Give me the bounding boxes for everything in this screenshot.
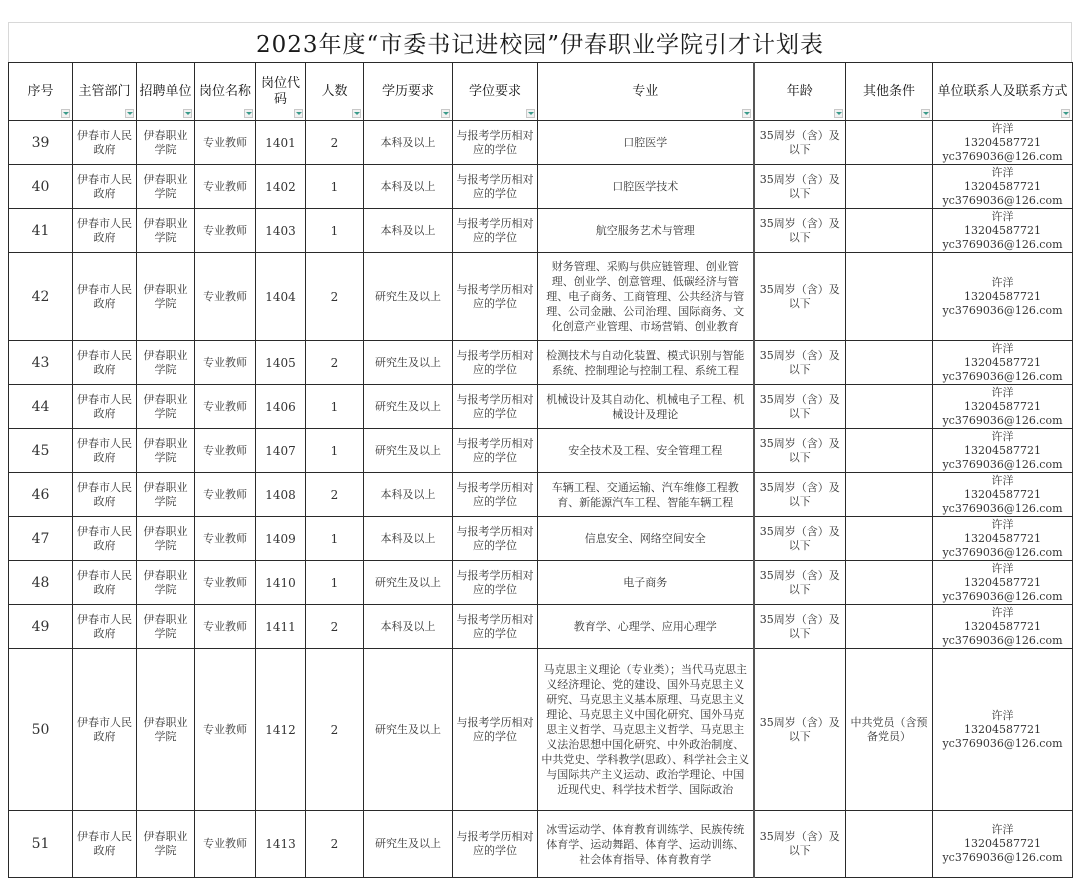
major-cell: 检测技术与自动化装置、模式识别与智能系统、控制理论与控制工程、系统工程 [538,341,754,385]
age-cell: 35周岁（含）及以下 [754,429,846,473]
dept-cell: 伊春市人民政府 [73,253,137,341]
dept-cell: 伊春市人民政府 [73,473,137,517]
major-cell: 马克思主义理论（专业类）；当代马克思主义经济理论、党的建设、国外马克思主义研究、马克思主义基本原理、马克思主义理论、马克思主义中国化研究、国外马克思主义哲学、马克思主义哲学、马克思主义法治思想中国化研究、中外政治制度、中共党史、学科教学(思政）、科学社会主义与国际共产主义运动、政治学理论、中国近现代史、科学技术哲学、国际政治 [538,649,754,811]
seq-cell: 42 [9,253,73,341]
column-header-edu [364,63,453,121]
column-header-label: 主管部门 [78,83,131,99]
code-cell: 1402 [256,165,306,209]
contact-email[interactable]: yc3769036@126.com [942,369,1063,383]
column-header-major [538,63,754,121]
unit-cell: 伊春职业学院 [137,209,195,253]
post-cell: 专业教师 [195,811,256,878]
contact-cell [933,649,1073,811]
code-cell: 1411 [256,605,306,649]
unit-cell: 伊春职业学院 [137,649,195,811]
unit-cell: 伊春职业学院 [137,385,195,429]
count-cell: 1 [306,209,364,253]
unit-cell: 伊春职业学院 [137,341,195,385]
table-row [9,341,1073,385]
degree-cell: 与报考学历相对应的学位 [453,561,538,605]
other-cell [846,209,933,253]
dept-cell: 伊春市人民政府 [73,561,137,605]
code-cell: 1409 [256,517,306,561]
other-cell [846,811,933,878]
post-cell: 专业教师 [195,385,256,429]
degree-cell: 与报考学历相对应的学位 [453,165,538,209]
table-row [9,385,1073,429]
edu-cell: 研究生及以上 [364,561,453,605]
contact-email[interactable]: yc3769036@126.com [942,193,1063,207]
contact-phone: 13204587721 [964,135,1041,149]
contact-cell [933,341,1073,385]
post-cell: 专业教师 [195,649,256,811]
filter-dropdown-icon[interactable] [61,109,70,118]
contact-email[interactable]: yc3769036@126.com [942,457,1063,471]
contact-phone: 13204587721 [964,179,1041,193]
major-cell: 机械设计及其自动化、机械电子工程、机械设计及理论 [538,385,754,429]
contact-email[interactable]: yc3769036@126.com [942,303,1063,317]
edu-cell: 研究生及以上 [364,253,453,341]
column-header-label: 岗位名称 [198,83,251,99]
edu-cell: 研究生及以上 [364,649,453,811]
column-header-count [306,63,364,121]
edu-cell: 研究生及以上 [364,429,453,473]
contact-cell [933,811,1073,878]
column-header-degree [453,63,538,121]
contact-name: 许洋 [991,708,1014,722]
contact-email[interactable]: yc3769036@126.com [942,149,1063,163]
post-cell: 专业教师 [195,517,256,561]
seq-cell: 45 [9,429,73,473]
edu-cell: 本科及以上 [364,165,453,209]
count-cell: 1 [306,385,364,429]
code-cell: 1410 [256,561,306,605]
count-cell: 2 [306,605,364,649]
table-row [9,165,1073,209]
code-cell: 1401 [256,121,306,165]
code-cell: 1405 [256,341,306,385]
seq-cell: 43 [9,341,73,385]
contact-cell [933,209,1073,253]
major-cell: 航空服务艺术与管理 [538,209,754,253]
post-cell: 专业教师 [195,165,256,209]
contact-name: 许洋 [991,275,1014,289]
seq-cell: 47 [9,517,73,561]
column-header-label: 学历要求 [381,83,434,99]
other-cell [846,429,933,473]
edu-cell: 本科及以上 [364,517,453,561]
major-cell: 信息安全、网络空间安全 [538,517,754,561]
column-header-label: 岗位代码 [260,75,300,107]
degree-cell: 与报考学历相对应的学位 [453,385,538,429]
table-row [9,649,1073,811]
contact-phone: 13204587721 [964,531,1041,545]
contact-phone: 13204587721 [964,289,1041,303]
column-header-code [256,63,306,121]
table-row [9,811,1073,878]
post-cell: 专业教师 [195,473,256,517]
column-header-label: 招聘单位 [139,83,192,99]
contact-phone: 13204587721 [964,837,1041,850]
unit-cell: 伊春职业学院 [137,605,195,649]
table-body [9,121,1073,878]
count-cell: 1 [306,517,364,561]
unit-cell: 伊春职业学院 [137,253,195,341]
degree-cell: 与报考学历相对应的学位 [453,811,538,878]
contact-phone: 13204587721 [964,443,1041,457]
post-cell: 专业教师 [195,209,256,253]
count-cell: 1 [306,561,364,605]
post-cell: 专业教师 [195,429,256,473]
table-row [9,253,1073,341]
code-cell: 1406 [256,385,306,429]
seq-cell: 46 [9,473,73,517]
degree-cell: 与报考学历相对应的学位 [453,605,538,649]
other-cell [846,165,933,209]
age-cell: 35周岁（含）及以下 [754,473,846,517]
edu-cell: 本科及以上 [364,209,453,253]
contact-email[interactable]: yc3769036@126.com [942,413,1063,427]
filter-dropdown-icon[interactable] [1061,109,1070,118]
column-header-age [754,63,846,121]
dept-cell: 伊春市人民政府 [73,209,137,253]
column-header-label: 人数 [321,83,348,99]
table-row [9,429,1073,473]
major-cell: 财务管理、采购与供应链管理、创业管理、创业学、创意管理、低碳经济与管理、电子商务、工商管理、公共经济与管理、公司金融、公司治理、国际商务、文化创意产业管理、市场营销、创业教育 [538,253,754,341]
contact-phone: 13204587721 [964,355,1041,369]
other-cell [846,517,933,561]
post-cell: 专业教师 [195,121,256,165]
contact-email[interactable]: yc3769036@126.com [942,237,1063,251]
contact-phone: 13204587721 [964,223,1041,237]
column-header-label: 年龄 [786,83,813,99]
code-cell: 1403 [256,209,306,253]
age-cell: 35周岁（含）及以下 [754,605,846,649]
column-header-label: 其他条件 [862,83,915,99]
unit-cell: 伊春职业学院 [137,811,195,878]
contact-phone: 13204587721 [964,399,1041,413]
dept-cell: 伊春市人民政府 [73,385,137,429]
other-cell [846,253,933,341]
other-cell [846,121,933,165]
column-header-label: 序号 [27,83,54,99]
edu-cell: 本科及以上 [364,473,453,517]
contact-email[interactable]: yc3769036@126.com [942,851,1063,864]
contact-phone: 13204587721 [964,722,1041,736]
age-cell: 35周岁（含）及以下 [754,385,846,429]
column-header-seq [9,63,73,121]
other-cell [846,385,933,429]
age-cell: 35周岁（含）及以下 [754,121,846,165]
contact-email[interactable]: yc3769036@126.com [942,501,1063,515]
contact-cell [933,605,1073,649]
seq-cell: 48 [9,561,73,605]
dept-cell: 伊春市人民政府 [73,429,137,473]
edu-cell: 研究生及以上 [364,385,453,429]
edu-cell: 本科及以上 [364,121,453,165]
contact-cell [933,385,1073,429]
filter-dropdown-icon[interactable] [526,109,535,118]
edu-cell: 本科及以上 [364,605,453,649]
contact-email[interactable]: yc3769036@126.com [942,633,1063,647]
degree-cell: 与报考学历相对应的学位 [453,517,538,561]
column-header-label: 单位联系人及联系方式 [937,83,1068,99]
contact-name: 许洋 [991,429,1014,443]
dept-cell: 伊春市人民政府 [73,605,137,649]
column-header-post [195,63,256,121]
edu-cell: 研究生及以上 [364,811,453,878]
code-cell: 1412 [256,649,306,811]
post-cell: 专业教师 [195,605,256,649]
count-cell: 2 [306,649,364,811]
contact-phone: 13204587721 [964,575,1041,589]
other-cell [846,341,933,385]
contact-cell [933,561,1073,605]
post-cell: 专业教师 [195,253,256,341]
contact-name: 许洋 [991,823,1014,836]
other-cell [846,473,933,517]
table-row [9,121,1073,165]
contact-cell [933,429,1073,473]
header-row [9,63,1073,121]
filter-dropdown-icon[interactable] [244,109,253,118]
contact-cell [933,473,1073,517]
code-cell: 1407 [256,429,306,473]
contact-email[interactable]: yc3769036@126.com [942,736,1063,750]
column-header-label: 专业 [632,83,659,99]
contact-phone: 13204587721 [964,487,1041,501]
degree-cell: 与报考学历相对应的学位 [453,253,538,341]
filter-dropdown-icon[interactable] [352,109,361,118]
column-header-unit [137,63,195,121]
contact-cell [933,517,1073,561]
filter-dropdown-icon[interactable] [921,109,930,118]
age-cell: 35周岁（含）及以下 [754,341,846,385]
table-row [9,561,1073,605]
dept-cell: 伊春市人民政府 [73,165,137,209]
code-cell: 1413 [256,811,306,878]
contact-name: 许洋 [991,385,1014,399]
recruitment-table [8,62,1073,878]
contact-name: 许洋 [991,473,1014,487]
dept-cell: 伊春市人民政府 [73,649,137,811]
dept-cell: 伊春市人民政府 [73,517,137,561]
unit-cell: 伊春职业学院 [137,121,195,165]
major-cell: 口腔医学技术 [538,165,754,209]
degree-cell: 与报考学历相对应的学位 [453,209,538,253]
count-cell: 2 [306,341,364,385]
column-header-dept [73,63,137,121]
table-row [9,517,1073,561]
degree-cell: 与报考学历相对应的学位 [453,429,538,473]
major-cell: 安全技术及工程、安全管理工程 [538,429,754,473]
filter-dropdown-icon[interactable] [125,109,134,118]
column-header-other [846,63,933,121]
contact-cell [933,165,1073,209]
age-cell: 35周岁（含）及以下 [754,165,846,209]
contact-name: 许洋 [991,341,1014,355]
edu-cell: 研究生及以上 [364,341,453,385]
seq-cell: 50 [9,649,73,811]
contact-email[interactable]: yc3769036@126.com [942,589,1063,603]
other-cell: 中共党员（含预备党员） [846,649,933,811]
major-cell: 教育学、心理学、应用心理学 [538,605,754,649]
degree-cell: 与报考学历相对应的学位 [453,649,538,811]
contact-name: 许洋 [991,165,1014,179]
dept-cell: 伊春市人民政府 [73,121,137,165]
degree-cell: 与报考学历相对应的学位 [453,121,538,165]
filter-dropdown-icon[interactable] [834,109,843,118]
major-cell: 车辆工程、交通运输、汽车维修工程教育、新能源汽车工程、智能车辆工程 [538,473,754,517]
major-cell: 电子商务 [538,561,754,605]
seq-cell: 51 [9,811,73,878]
age-cell: 35周岁（含）及以下 [754,811,846,878]
count-cell: 1 [306,165,364,209]
contact-name: 许洋 [991,605,1014,619]
count-cell: 2 [306,811,364,878]
age-cell: 35周岁（含）及以下 [754,561,846,605]
count-cell: 2 [306,121,364,165]
unit-cell: 伊春职业学院 [137,165,195,209]
seq-cell: 49 [9,605,73,649]
filter-dropdown-icon[interactable] [742,109,751,118]
degree-cell: 与报考学历相对应的学位 [453,341,538,385]
count-cell: 2 [306,473,364,517]
unit-cell: 伊春职业学院 [137,517,195,561]
code-cell: 1408 [256,473,306,517]
column-header-label: 学位要求 [468,83,521,99]
table-row [9,209,1073,253]
contact-name: 许洋 [991,209,1014,223]
seq-cell: 40 [9,165,73,209]
age-cell: 35周岁（含）及以下 [754,517,846,561]
other-cell [846,605,933,649]
unit-cell: 伊春职业学院 [137,473,195,517]
code-cell: 1404 [256,253,306,341]
seq-cell: 44 [9,385,73,429]
major-cell: 冰雪运动学、体育教育训练学、民族传统体育学、运动舞蹈、体育学、运动训练、社会体育指导、体育教育学 [538,811,754,878]
table-row [9,605,1073,649]
unit-cell: 伊春职业学院 [137,429,195,473]
contact-name: 许洋 [991,561,1014,575]
post-cell: 专业教师 [195,341,256,385]
contact-cell [933,121,1073,165]
dept-cell: 伊春市人民政府 [73,341,137,385]
recruitment-sheet [8,22,1072,878]
post-cell: 专业教师 [195,561,256,605]
filter-dropdown-icon[interactable] [183,109,192,118]
filter-dropdown-icon[interactable] [294,109,303,118]
age-cell: 35周岁（含）及以下 [754,209,846,253]
age-cell: 35周岁（含）及以下 [754,649,846,811]
column-header-contact [933,63,1073,121]
degree-cell: 与报考学历相对应的学位 [453,473,538,517]
contact-phone: 13204587721 [964,619,1041,633]
count-cell: 2 [306,253,364,341]
contact-name: 许洋 [991,517,1014,531]
count-cell: 1 [306,429,364,473]
seq-cell: 41 [9,209,73,253]
sheet-title: 2023年度“市委书记进校园”伊春职业学院引才计划表 [8,22,1072,62]
filter-dropdown-icon[interactable] [441,109,450,118]
other-cell [846,561,933,605]
age-cell: 35周岁（含）及以下 [754,253,846,341]
contact-cell [933,253,1073,341]
table-row [9,473,1073,517]
contact-email[interactable]: yc3769036@126.com [942,545,1063,559]
dept-cell: 伊春市人民政府 [73,811,137,878]
unit-cell: 伊春职业学院 [137,561,195,605]
contact-name: 许洋 [991,121,1014,135]
major-cell: 口腔医学 [538,121,754,165]
seq-cell: 39 [9,121,73,165]
